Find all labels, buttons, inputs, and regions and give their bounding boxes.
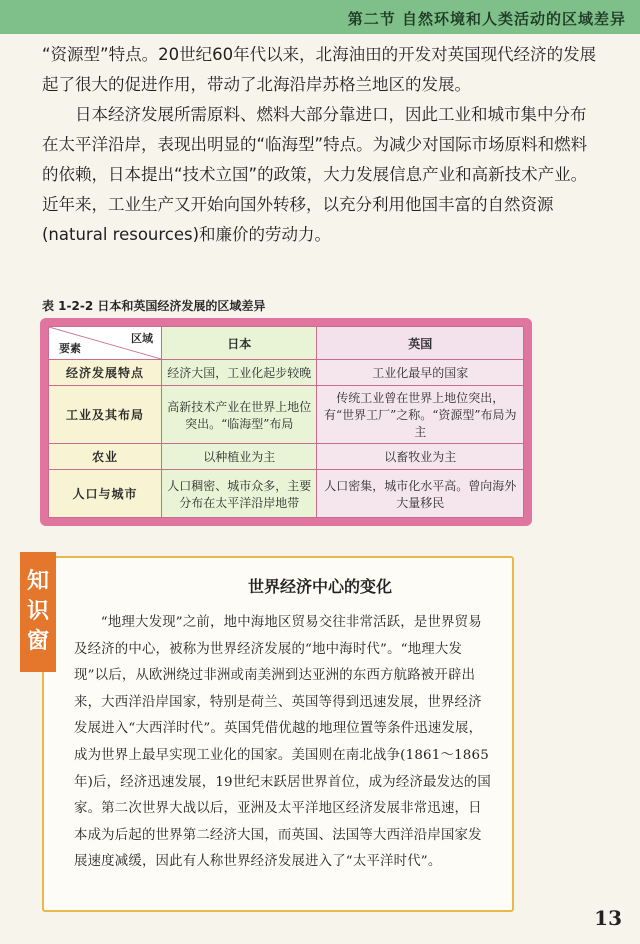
- regional-difference-table: [48, 326, 524, 518]
- cell-japan: 高新技术产业在世界上地位突出。“临海型”布局: [162, 386, 317, 444]
- table-row: [49, 470, 524, 518]
- corner-label-factor: 要素: [59, 342, 81, 355]
- tab-char: 识: [26, 599, 49, 624]
- table-caption: 表 1-2-2 日本和英国经济发展的区域差异: [42, 299, 266, 313]
- cell-uk: 以畜牧业为主: [317, 444, 524, 470]
- page-number: 13: [594, 906, 622, 930]
- cell-uk: 传统工业曾在世界上地位突出，有“世界工厂”之称。“资源型”布局为主: [317, 386, 524, 444]
- chapter-header-bar: [0, 0, 640, 34]
- table-row: [49, 360, 524, 386]
- knowledge-window-tab: [20, 552, 56, 672]
- main-body-text: [42, 40, 602, 250]
- row-key: 人口与城市: [49, 470, 162, 518]
- row-key: 经济发展特点: [49, 360, 162, 386]
- row-key: 农业: [49, 444, 162, 470]
- knowledge-window-body: “地理大发现”之前，地中海地区贸易交往非常活跃，是世界贸易及经济的中心，被称为世界经济发展的“地中海时代”。“地理大发现”以后，从欧洲绕过非洲或南美洲到达亚洲的东西方航路被开辟出来，大西洋沿岸国家，特别是荷兰、英国等得到迅速发展，世界经济发展进入“大西洋时代”。英国凭借优越的地理位置等条件迅速发展，成为世界上最早实现工业化的国家。美国则在南北战争(1861～1865年)后，经济迅速发展，19世纪末跃居世界首位，成为经济最发达的国家。第二次世界大战以后，亚洲及太平洋地区经济发展非常迅速，日本成为后起的世界第二经济大国，而英国、法国等大西洋沿岸国家发展速度减缓，因此有人称世界经济发展进入了“太平洋时代”。: [74, 615, 491, 870]
- column-header-japan: 日本: [162, 327, 317, 360]
- paragraph-japan-economy: 日本经济发展所需原料、燃料大部分靠进口，因此工业和城市集中分布在太平洋沿岸，表现出明显的“临海型”特点。为减少对国际市场原料和燃料的依赖，日本提出“技术立国”的政策，大力发展信息产业和高新技术产业。近年来，工业生产又开始向国外转移，以充分利用他国丰富的自然资源(natural resources)和廉价的劳动力。: [42, 105, 588, 244]
- paragraph-uk-economy: “资源型”特点。20世纪60年代以来，北海油田的开发对英国现代经济的发展起了很大的促进作用，带动了北海沿岸苏格兰地区的发展。: [42, 45, 597, 94]
- chapter-header-title: 第二节 自然环境和人类活动的区域差异: [347, 10, 626, 28]
- table-row: [49, 386, 524, 444]
- tab-char: 窗: [26, 629, 49, 654]
- cell-japan: 人口稠密、城市众多，主要分布在太平洋沿岸地带: [162, 470, 317, 518]
- table-row: [49, 444, 524, 470]
- knowledge-window-title: 世界经济中心的变化: [247, 577, 392, 596]
- tab-char: 知: [26, 569, 49, 594]
- row-key: 工业及其布局: [49, 386, 162, 444]
- cell-uk: 人口密集，城市化水平高。曾向海外大量移民: [317, 470, 524, 518]
- cell-uk: 工业化最早的国家: [317, 360, 524, 386]
- cell-japan: 经济大国，工业化起步较晚: [162, 360, 317, 386]
- table-corner-cell: [49, 327, 162, 360]
- corner-label-region: 区域: [131, 332, 153, 345]
- cell-japan: 以种植业为主: [162, 444, 317, 470]
- column-header-uk: 英国: [317, 327, 524, 360]
- table-header-row: [49, 327, 524, 360]
- table-frame: [40, 318, 532, 526]
